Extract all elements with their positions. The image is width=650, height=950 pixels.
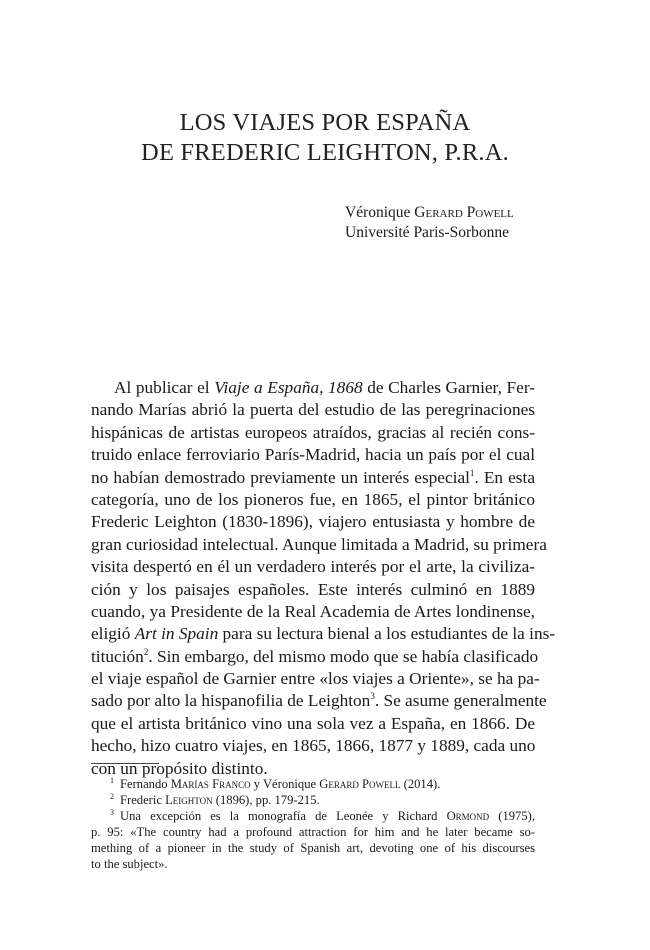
body-line: el viaje español de Garnier entre «los viajes a Oriente», se ha pa-	[91, 669, 540, 689]
footnote-1	[91, 777, 535, 793]
text-run: Frederic	[120, 792, 166, 807]
footnotes	[91, 777, 535, 872]
text-run: . Sin embargo, del mismo modo que se había clasificado	[148, 646, 539, 666]
footnote-3	[91, 809, 535, 873]
author-surname: Leighton	[165, 792, 213, 807]
body-line: que el artista británico vino una sola vez a España, en 1866. De	[91, 713, 535, 733]
footnote-line: p. 95: «The country had a profound attraction for him and he later became so-	[91, 824, 535, 839]
body-line	[91, 467, 535, 489]
author-first-name: Véronique	[345, 204, 415, 221]
footnote-number: 3	[110, 807, 114, 817]
body-line: categoría, uno de los pioneros fue, en 1865, el pintor británico	[91, 489, 535, 509]
author-surname: Marías Franco	[170, 777, 251, 791]
body-line: truido enlace ferroviario París-Madrid, hacia un país por el cual	[91, 445, 535, 465]
title-line-1: LOS VIAJES POR ESPAÑA	[179, 109, 471, 136]
text-run: sado por alto la hispanofilia de Leighton	[91, 691, 371, 711]
body-line: hispánicas de artistas europeos atraídos, gracias al recién cons-	[91, 422, 535, 442]
footnote-line: to the subject».	[91, 856, 168, 871]
body-line: Frederic Leighton (1830-1896), viajero entusiasta y hombre de	[91, 512, 535, 532]
text-run: (2014).	[400, 777, 441, 791]
article-title	[0, 108, 650, 168]
footnote-separator	[91, 763, 159, 764]
footnote-number: 1	[110, 776, 114, 785]
body-line	[91, 690, 547, 712]
footnote-ref-3[interactable]: 3	[370, 691, 375, 702]
text-run: Fernando	[120, 777, 171, 791]
body-line	[91, 623, 556, 645]
text-run: (1896), pp. 179-215.	[212, 792, 320, 807]
body-line: gran curiosidad intelectual. Aunque limitada a Madrid, su primera	[91, 534, 547, 554]
book-title-art-in-spain: Art in Spain	[134, 624, 219, 644]
body-line	[91, 377, 535, 399]
title-line-2: DE FREDERIC LEIGHTON, P.R.A.	[141, 139, 509, 166]
body-line: cuando, ya Presidente de la Real Academia de Artes londinense,	[91, 601, 535, 621]
body-line	[91, 646, 539, 668]
author-surname: Ormond	[446, 808, 490, 823]
text-run: . Se asume generalmente	[374, 691, 547, 711]
body-line: con un propósito distinto.	[91, 758, 268, 778]
footnote-ref-2[interactable]: 2	[143, 646, 149, 657]
footnote-line	[91, 809, 535, 825]
text-run: eligió	[91, 624, 135, 644]
book-title-viaje: Viaje a España, 1868	[214, 378, 363, 397]
footnote-line: mething of a pioneer in the study of Spanish art, devoting one of his discourses	[91, 840, 535, 855]
body-paragraph	[91, 377, 556, 780]
body-line: hecho, hizo cuatro viajes, en 1865, 1866, 1877 y 1889, cada uno	[91, 736, 536, 756]
footnote-number: 2	[110, 791, 114, 801]
text-run: para su lectura bienal a los estudiantes de la ins-	[218, 624, 556, 644]
author-surname: Gerard Powell	[414, 204, 514, 221]
text-run: titución	[91, 646, 144, 666]
text-run: . En esta	[474, 467, 535, 487]
author-block	[345, 203, 635, 243]
body-line: ción y los paisajes españoles. Este interés culminó en 1889	[91, 579, 535, 599]
body-line: visita despertó en él un verdadero interés por el arte, la civiliza-	[91, 557, 535, 577]
footnote-2	[91, 793, 535, 809]
text-run: de Charles Garnier, Fer-	[362, 378, 535, 397]
author-name	[345, 203, 635, 223]
text-run: (1975),	[489, 808, 535, 823]
author-surname: Gerard Powell	[319, 777, 401, 791]
text-run: Una excepción es la monografía de Leonée y Richard	[120, 808, 447, 823]
text-run: Al publicar el	[114, 378, 215, 397]
text-run: no habían demostrado previamente un interés especial	[91, 467, 470, 487]
body-line: nando Marías abrió la puerta del estudio de las peregrinaciones	[91, 400, 535, 420]
text-run: y Véronique	[250, 777, 320, 791]
author-affiliation: Université Paris-Sorbonne	[345, 224, 510, 241]
footnote-ref-1[interactable]: 1	[469, 467, 475, 478]
